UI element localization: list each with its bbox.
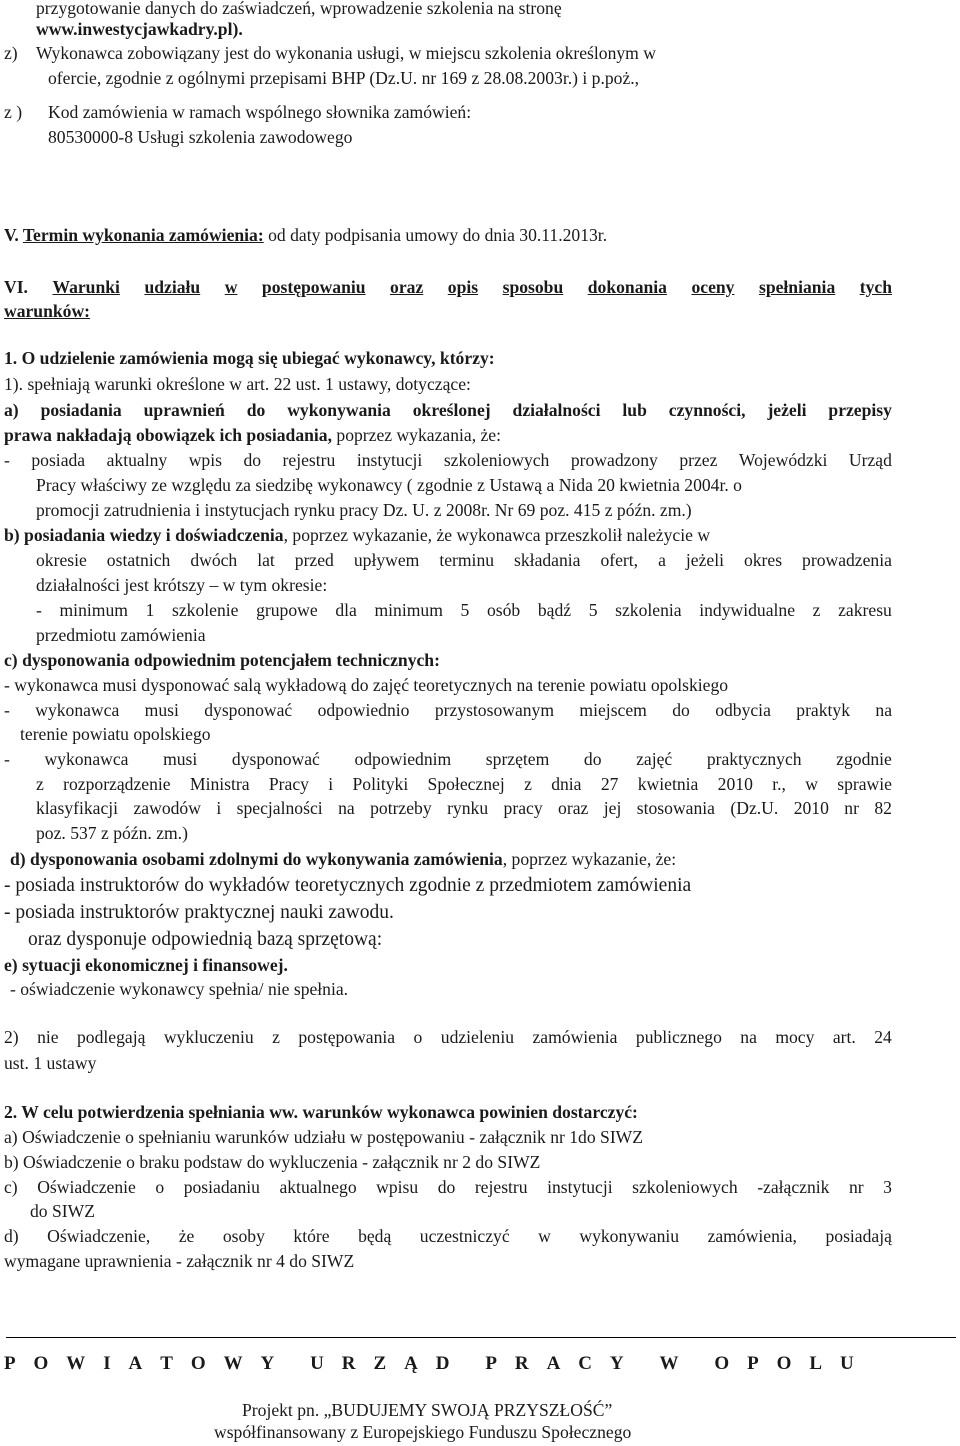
word: C <box>578 1353 592 1374</box>
condition-a-heading <box>4 402 892 420</box>
footer-divider <box>6 1337 956 1338</box>
word: Z <box>373 1353 387 1374</box>
word: dnia <box>551 774 582 794</box>
word: na <box>740 1027 757 1047</box>
list-marker: z ) <box>4 102 23 122</box>
word: stosowania <box>636 798 715 818</box>
statement-d <box>4 1228 892 1246</box>
condition-c-line-3b <box>36 776 892 794</box>
word: odpowiednim <box>354 749 452 769</box>
word: upływem <box>353 550 420 570</box>
text-line: a) Oświadczenie o spełnianiu warunków udziału w postępowaniu - załącznik nr 1do SIWZ <box>4 1127 644 1147</box>
word: O <box>33 1353 49 1374</box>
section-heading: Termin wykonania zamówienia: <box>22 225 264 245</box>
word: 5 <box>588 600 598 620</box>
website-link[interactable]: www.inwestycjawkadry.pl). <box>36 19 243 39</box>
word: grupowe <box>256 600 318 620</box>
word: czynności, <box>668 400 746 420</box>
word: szkolenia <box>615 600 682 620</box>
section-vi-heading <box>4 279 892 297</box>
footer-project: Projekt pn. „BUDUJEMY SWOJĄ PRZYSZŁOŚĆ” <box>242 1400 613 1420</box>
word: szkoleniowych <box>443 450 550 470</box>
word: Wojewódzki <box>738 450 828 470</box>
word: W <box>223 1353 243 1374</box>
section-vi-heading-end: warunków: <box>4 301 91 321</box>
text-line: ust. 1 ustawy <box>4 1053 97 1073</box>
word: z <box>524 774 532 794</box>
word: że <box>178 1226 195 1246</box>
word: przed <box>294 550 334 570</box>
word: o <box>413 1027 423 1047</box>
word: (Dz.U. <box>730 798 779 818</box>
text-line: wymagane uprawnienia - załącznik nr 4 do SIWZ <box>4 1251 355 1271</box>
word: i <box>328 774 334 794</box>
word: c) <box>4 1177 18 1197</box>
word: T <box>160 1353 173 1374</box>
word: dysponować <box>204 700 293 720</box>
word: wykluczeniu <box>163 1027 254 1047</box>
text: , poprzez wykazanie, że wykonawca przeszkolił należycie w <box>283 525 711 545</box>
word: 5 <box>460 600 470 620</box>
word: sprawie <box>837 774 892 794</box>
word: terminu <box>439 550 495 570</box>
word: na <box>338 798 355 818</box>
section-number: VI. <box>4 277 28 297</box>
word: posiadają <box>825 1226 892 1246</box>
word: praktyk <box>796 700 851 720</box>
condition-2-line <box>4 1029 892 1047</box>
word: które <box>293 1226 330 1246</box>
word: praktycznych <box>706 749 802 769</box>
word: -załącznik <box>757 1177 830 1197</box>
word: przez <box>679 450 718 470</box>
word: 2) <box>4 1027 19 1047</box>
word: wykonywania <box>287 400 391 420</box>
word: sprzętem <box>485 749 550 769</box>
text-line: poz. 537 z późn. zm.) <box>36 823 188 843</box>
word: - <box>36 600 42 620</box>
condition-b-min <box>36 602 892 620</box>
text-line: działalności jest krótszy – w tym okresie: <box>36 575 328 595</box>
word: klasyfikacji <box>36 798 119 818</box>
word: w <box>224 277 238 297</box>
word: Ą <box>404 1353 418 1374</box>
word: W <box>66 1353 86 1374</box>
condition-c-line-3c <box>36 800 892 818</box>
word: i <box>216 798 222 818</box>
word: specjalności <box>236 798 323 818</box>
bold-text: prawa nakładają obowiązek ich posiadania, <box>4 425 332 445</box>
condition-a-dash <box>4 452 892 470</box>
word: w <box>538 1226 551 1246</box>
word: P <box>4 1353 16 1374</box>
word: szkolenie <box>172 600 239 620</box>
word: publicznego <box>635 1027 722 1047</box>
word: oraz <box>390 277 424 297</box>
text: , poprzez wykazanie, że: <box>502 849 677 869</box>
word: przepisy <box>828 400 892 420</box>
word: jej <box>603 798 622 818</box>
word: dwóch <box>190 550 238 570</box>
word: minimum <box>59 600 128 620</box>
word: O <box>776 1353 792 1374</box>
word: zamówienia <box>532 1027 618 1047</box>
word: podlegają <box>77 1027 146 1047</box>
word: do <box>672 700 690 720</box>
word: W <box>659 1353 679 1374</box>
word: lat <box>257 550 275 570</box>
list-marker: z) <box>4 43 18 63</box>
statement-c <box>4 1179 892 1197</box>
word: 1 <box>145 600 155 620</box>
text-line: Kod zamówienia w ramach wspólnego słownika zamówień: <box>48 102 472 122</box>
word: wpis <box>188 450 222 470</box>
condition-c-line-3 <box>4 751 892 769</box>
word: d) <box>4 1226 19 1246</box>
word: instytucji <box>356 450 423 470</box>
word: D <box>435 1353 450 1374</box>
word: postępowania <box>298 1027 396 1047</box>
text-line: Wykonawca zobowiązany jest do wykonania usługi, w miejscu szkolenia określonym w <box>36 43 656 63</box>
word: Ministra <box>189 774 250 794</box>
text-line: ofercie, zgodnie z ogólnymi przepisami BHP (Dz.U. nr 169 z 28.08.2003r.) i p.poż., <box>48 68 640 88</box>
word: pracy <box>503 798 543 818</box>
word: miejscem <box>579 700 647 720</box>
section-number: V. <box>4 225 23 245</box>
word: ostatnich <box>106 550 171 570</box>
text-line: - wykonawca musi dysponować salą wykładową do zajęć teoretycznych na terenie powiatu opolskiego <box>4 675 729 695</box>
text-line: przedmiotu zamówienia <box>36 625 206 645</box>
word: Urząd <box>848 450 892 470</box>
word: do <box>583 749 602 769</box>
word: oraz <box>558 798 589 818</box>
word: do <box>246 400 266 420</box>
word: lub <box>622 400 647 420</box>
word: posiadania <box>40 400 122 420</box>
word: posiadaniu <box>183 1177 260 1197</box>
word: tych <box>859 277 892 297</box>
word: spełniania <box>758 277 836 297</box>
word: wykonawca <box>44 749 129 769</box>
word: odpowiednio <box>317 700 410 720</box>
word: wpisu <box>376 1177 419 1197</box>
word: wykonywaniu <box>579 1226 680 1246</box>
word: szkoleniowych <box>632 1177 738 1197</box>
word: potrzeby <box>370 798 432 818</box>
word: Y <box>260 1353 275 1374</box>
bold-text: b) posiadania wiedzy i doświadczenia <box>4 525 284 545</box>
word: rejestru <box>474 1177 528 1197</box>
word: Y <box>609 1353 624 1374</box>
condition-d-line <box>10 851 676 869</box>
condition-c-heading: c) dysponowania odpowiednim potencjałem technicznych: <box>4 650 440 670</box>
word: posiada <box>31 450 86 470</box>
word: R <box>341 1353 356 1374</box>
word: aktualny <box>106 450 168 470</box>
word: okresie <box>36 550 87 570</box>
word: L <box>809 1353 823 1374</box>
word: dysponować <box>231 749 320 769</box>
word: 3 <box>883 1177 892 1197</box>
word: 24 <box>874 1027 892 1047</box>
word: uprawnień <box>143 400 225 420</box>
text-line: do SIWZ <box>30 1201 95 1221</box>
word: rejestru <box>282 450 336 470</box>
word: Pracy <box>268 774 309 794</box>
word: O <box>190 1353 206 1374</box>
word: prowadzony <box>570 450 658 470</box>
text-line: oraz dysponuje odpowiednią bazą sprzętową: <box>28 929 383 950</box>
word: a) <box>4 400 19 420</box>
text-line: - posiada instruktorów praktycznej nauki zawodu. <box>4 902 394 923</box>
word: zawodów <box>133 798 201 818</box>
word: nr <box>848 1177 864 1197</box>
word: mocy <box>775 1027 815 1047</box>
word: - <box>4 450 10 470</box>
word: osób <box>486 600 521 620</box>
word: przystosowanym <box>434 700 555 720</box>
word: P <box>485 1353 497 1374</box>
word: udzieleniu <box>440 1027 515 1047</box>
word: na <box>875 700 892 720</box>
word: Oświadczenie, <box>47 1226 151 1246</box>
bold-text: d) dysponowania osobami zdolnymi do wykonywania zamówienia <box>10 849 503 869</box>
text-line: 80530000-8 Usługi szkolenia zawodowego <box>48 127 353 147</box>
text: poprzez wykazania, że: <box>332 425 501 445</box>
word: 2010 <box>717 774 753 794</box>
word: aktualnego <box>279 1177 357 1197</box>
word: dla <box>335 600 357 620</box>
word: Polityki <box>352 774 409 794</box>
word: zamówienia, <box>707 1226 797 1246</box>
word: rynku <box>447 798 489 818</box>
footer-cofinance: współfinansowany z Europejskiego Funduszu Społecznego <box>214 1422 632 1442</box>
word: sposobu <box>502 277 564 297</box>
word: opis <box>447 277 479 297</box>
word: o <box>155 1177 165 1197</box>
word: A <box>546 1353 561 1374</box>
word: z <box>36 774 44 794</box>
word: udziału <box>144 277 201 297</box>
word: rozporządzenie <box>63 774 171 794</box>
word: - <box>4 700 10 720</box>
word: do <box>437 1177 456 1197</box>
word: R <box>514 1353 529 1374</box>
word: zajęć <box>636 749 673 769</box>
word: instytucji <box>547 1177 613 1197</box>
word: P <box>747 1353 759 1374</box>
word: bądź <box>537 600 572 620</box>
condition-b-line <box>4 527 710 545</box>
word: musi <box>163 749 198 769</box>
word: ofert, <box>600 550 639 570</box>
word: r., <box>772 774 786 794</box>
text-line: 1). spełniają warunki określone w art. 22 ust. 1 ustawy, dotyczące: <box>4 374 471 394</box>
text-line: przygotowanie danych do zaświadczeń, wprowadzenie szkolenia na stronę <box>36 0 562 18</box>
word: O <box>714 1353 730 1374</box>
word: jeżeli <box>685 550 724 570</box>
condition-c-line-2 <box>4 702 892 720</box>
word: 2010 <box>793 798 829 818</box>
word: z <box>812 600 821 620</box>
word: oceny <box>691 277 735 297</box>
word: U <box>310 1353 324 1374</box>
section-v <box>4 227 607 245</box>
subsection-heading: 1. O udzielenie zamówienia mogą się ubiegać wykonawcy, którzy: <box>4 348 495 368</box>
word: - <box>4 749 10 769</box>
condition-a-line <box>4 427 501 445</box>
word: indywidualne <box>699 600 796 620</box>
word: Warunki <box>52 277 120 297</box>
text-line: b) Oświadczenie o braku podstaw do wykluczenia - załącznik nr 2 do SIWZ <box>4 1152 541 1172</box>
word: z <box>272 1027 280 1047</box>
word: postępowaniu <box>261 277 366 297</box>
word: wykonawca <box>35 700 120 720</box>
text-line: promocji zatrudnienia i instytucjach rynku pracy Dz. U. z 2008r. Nr 69 poz. 415 z późn. zm.) <box>36 500 692 520</box>
section-text: od daty podpisania umowy do dnia 30.11.2013r. <box>263 225 608 245</box>
word: okres <box>743 550 783 570</box>
word: art. <box>832 1027 856 1047</box>
word: I <box>103 1353 111 1374</box>
word: zakresu <box>838 600 892 620</box>
word: a <box>658 550 666 570</box>
text-line: Pracy właściwy ze względu za siedzibę wykonawcy ( zgodnie z Ustawą a Nida 20 kwietnia 2004r. o <box>36 475 742 495</box>
word: minimum <box>374 600 443 620</box>
word: uczestniczyć <box>419 1226 510 1246</box>
footer-office-name <box>4 1354 854 1373</box>
text-line: - oświadczenie wykonawcy spełnia/ nie spełnia. <box>10 979 349 999</box>
word: A <box>128 1353 143 1374</box>
word: jeżeli <box>767 400 807 420</box>
word: w <box>805 774 818 794</box>
word: kwietnia <box>637 774 699 794</box>
word: 27 <box>600 774 619 794</box>
condition-b-line-2 <box>36 552 892 570</box>
word: zgodnie <box>836 749 892 769</box>
text-line: terenie powiatu opolskiego <box>20 724 211 744</box>
word: nr <box>844 798 859 818</box>
word: musi <box>144 700 179 720</box>
word: określonej <box>412 400 491 420</box>
word: składania <box>514 550 581 570</box>
word: odbycia <box>715 700 771 720</box>
text-line: - posiada instruktorów do wykładów teoretycznych zgodnie z przedmiotem zamówienia <box>4 875 692 896</box>
word: Oświadczenie <box>37 1177 136 1197</box>
word: osoby <box>222 1226 265 1246</box>
word: działalności <box>512 400 601 420</box>
word: nie <box>37 1027 59 1047</box>
word: Społecznej <box>427 774 505 794</box>
word: prowadzenia <box>802 550 892 570</box>
word: do <box>243 450 262 470</box>
word: będą <box>358 1226 392 1246</box>
word: 82 <box>874 798 892 818</box>
subsection-heading: 2. W celu potwierdzenia spełniania ww. warunków wykonawca powinien dostarczyć: <box>4 1102 638 1122</box>
condition-e-heading: e) sytuacji ekonomicznej i finansowej. <box>4 955 288 975</box>
word: dokonania <box>587 277 667 297</box>
word: U <box>840 1353 854 1374</box>
